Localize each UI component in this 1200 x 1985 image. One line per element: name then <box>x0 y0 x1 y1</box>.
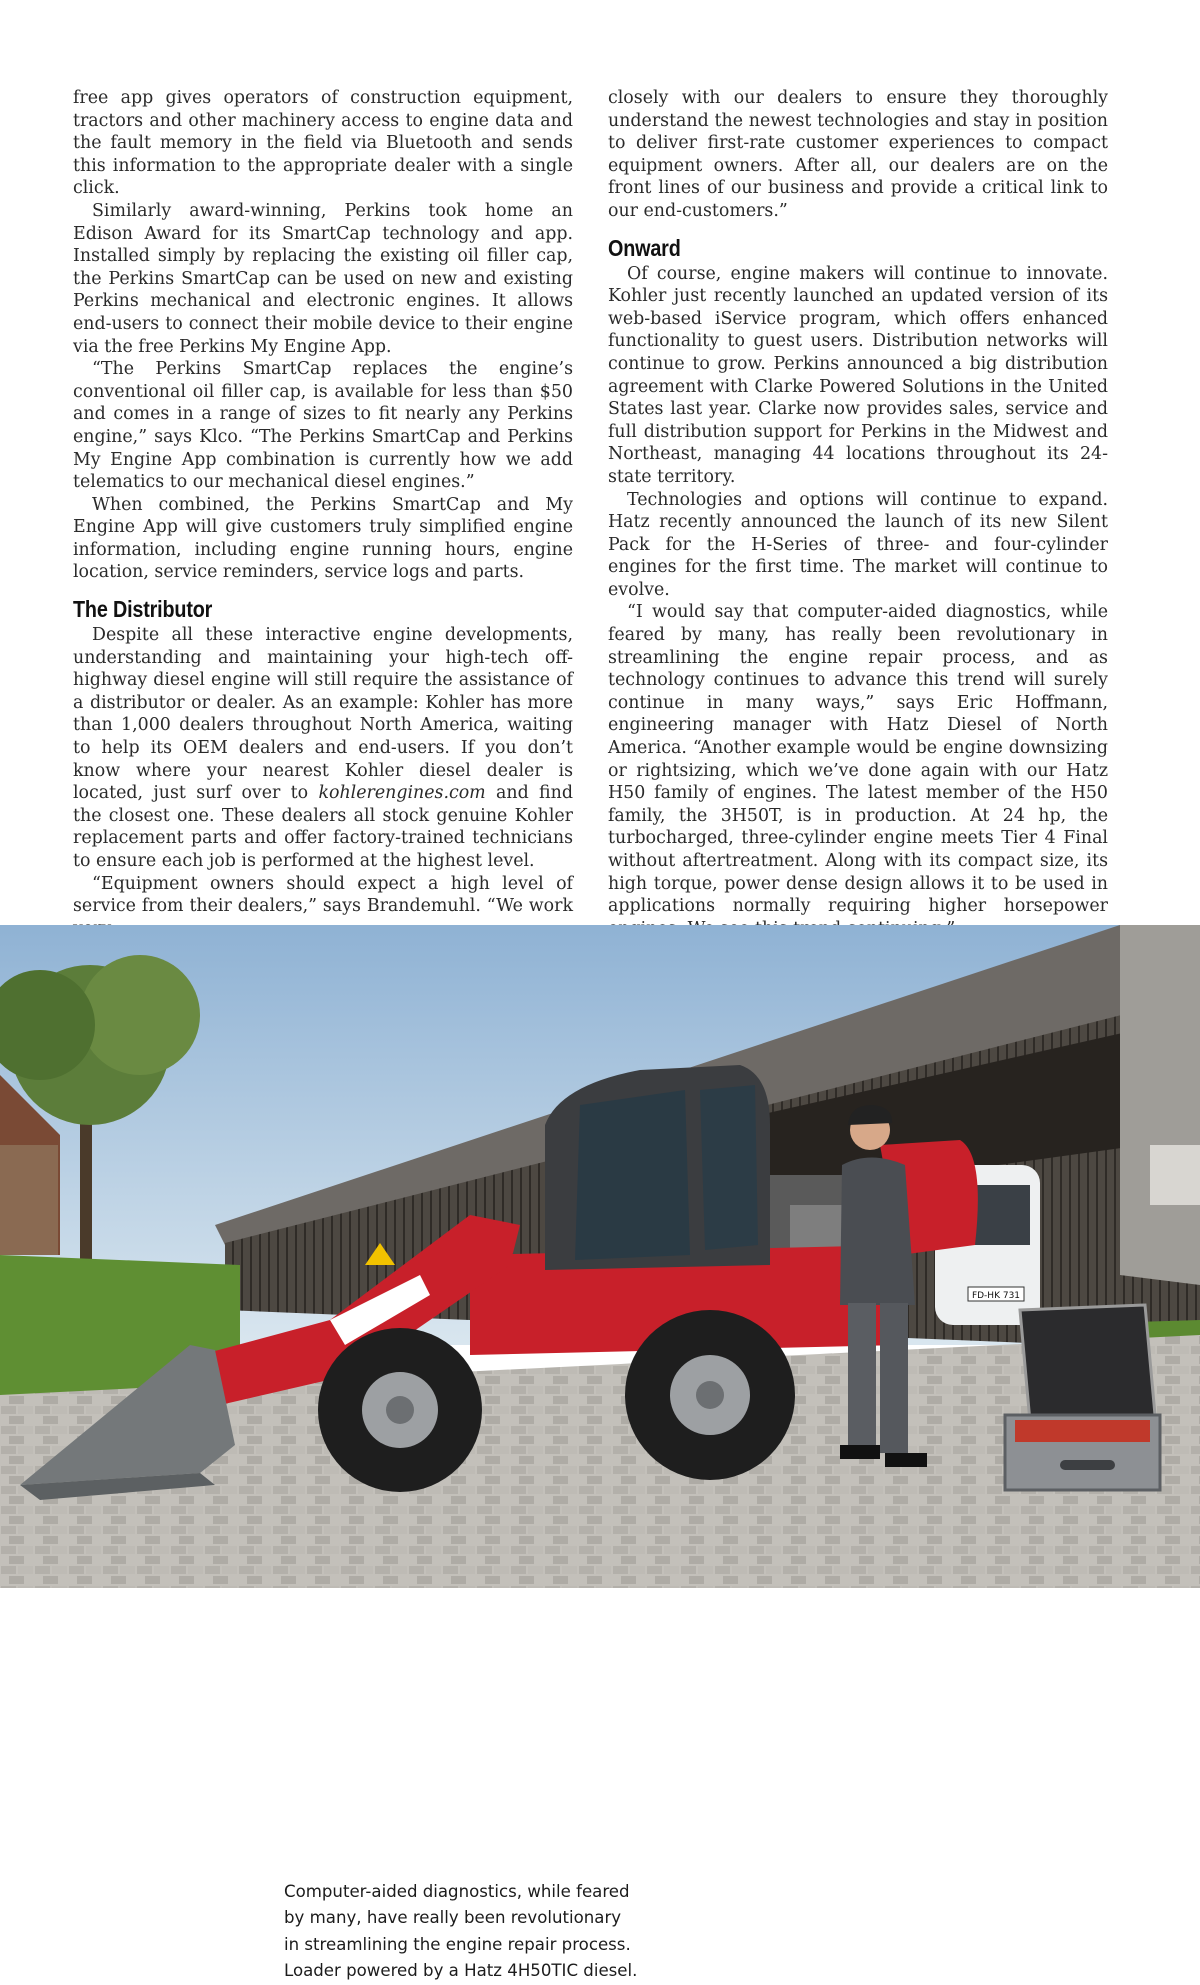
section-heading-onward: Onward <box>608 234 681 261</box>
paragraph: “Equipment owners should expect a high level of service from their dealers,” says Brandemuhl. “We work <box>73 873 573 917</box>
caption-line: Loader powered by a Hatz 4H50TIC diesel. <box>284 1961 638 1981</box>
paragraph-text: and find the closest one. These dealers all stock genuine Kohler replacement parts and offer factory-trained technicians to ensure each job is performed at the highest level. <box>73 783 573 871</box>
paragraph-text: Despite all these interactive engine developments, understanding and maintaining your high-tech off-highway diesel engine will still require the assistance of a distributor or dealer. As an example: Kohler has more than 1,000 dealers throughout North America, waiting to help its OEM dealers and end-users. If you don’t know where your nearest Kohler diesel dealer is located, just surf over to <box>73 625 573 804</box>
paragraph: When combined, the Perkins SmartCap and My Engine App will give customers truly simplified engine information, including engine running hours, engine location, service reminders, service logs and parts. <box>73 494 573 583</box>
photo-caption <box>284 1879 664 1985</box>
loader-photo <box>0 925 1200 1981</box>
caption-line: by many, have really been revolutionary <box>284 1908 622 1928</box>
paragraph <box>73 624 573 873</box>
paragraph: Of course, engine makers will continue to innovate. Kohler just recently launched an updated version of its web-based iService program, which offers enhanced functionality to guest users. Distribution networks will continue to grow. Perkins announced a big distribution agreement with Clarke Powered Solutions in the United States last year. Clarke now provides sales, service and full distribution support for Perkins in the Midwest and Northeast, managing 44 locations throughout its 24-state territory. <box>608 263 1108 487</box>
website-link[interactable]: kohlerengines.com <box>318 783 486 804</box>
right-column <box>608 87 1108 985</box>
caption-line: in streamlining the engine repair process. <box>284 1934 631 1954</box>
paragraph: “I would say that computer-aided diagnostics, while feared by many, has really been revolutionary in streamlining the engine repair process, and as technology continues to advance this trend will surely continue in many ways,” says Eric Hoffmann, engineering manager with Hatz Diesel of North America. “Another example would be engine downsizing or rightsizing, which we’ve done again with our Hatz H50 family of engines. The latest member of the H50 family, the 3H50T, is in production. At 24 hp, the turbocharged, three-cylinder engine meets Tier 4 Final without aftertreatment. Along with its compact size, its high torque, power dense design allows it to be used in applications normally requiring higher horsepower <box>608 602 1108 917</box>
license-plate: FD-HK 731 <box>971 1291 1021 1301</box>
caption-line: Computer-aided diagnostics, while feared <box>284 1882 630 1901</box>
loader-photo-illustration <box>0 925 1200 1588</box>
paragraph: closely with our dealers to ensure they thoroughly understand the newest technologies and stay in position to deliver first-rate customer experiences to compact equipment owners. After all, our dealers are on the front lines of our business and provide a critical link to our end-customers.” <box>608 88 1108 221</box>
paragraph: free app gives operators of construction equipment, tractors and other machinery access to engine data and the fault memory in the field via Bluetooth and sends this information to the appropriate dealer with a single click. <box>73 88 573 199</box>
section-heading-distributor: The Distributor <box>73 596 213 623</box>
left-column <box>73 87 573 940</box>
paragraph: Technologies and options will continue to expand. Hatz recently announced the launch of its new Silent Pack for the H-Series of three- and four-cylinder engines for the first time. The market will continue to evolve. <box>608 489 1108 600</box>
paragraph: “The Perkins SmartCap replaces the engine’s conventional oil filler cap, is available for less than $50 and comes in a range of sizes to fit nearly any Perkins engine,” says Klco. “The Perkins SmartCap and Perkins My Engine App combination is currently how we add telematics to our mechanical diesel engines.” <box>73 359 573 493</box>
paragraph: Similarly award-winning, Perkins took home an Edison Award for its SmartCap technology and app. Installed simply by replacing the existing oil filler cap, the Perkins SmartCap can be used on new and existing Perkins mechanical and electronic engines. It allows end-users to connect their mobile device to their engine via the free Perkins My Engine App. <box>73 200 573 357</box>
